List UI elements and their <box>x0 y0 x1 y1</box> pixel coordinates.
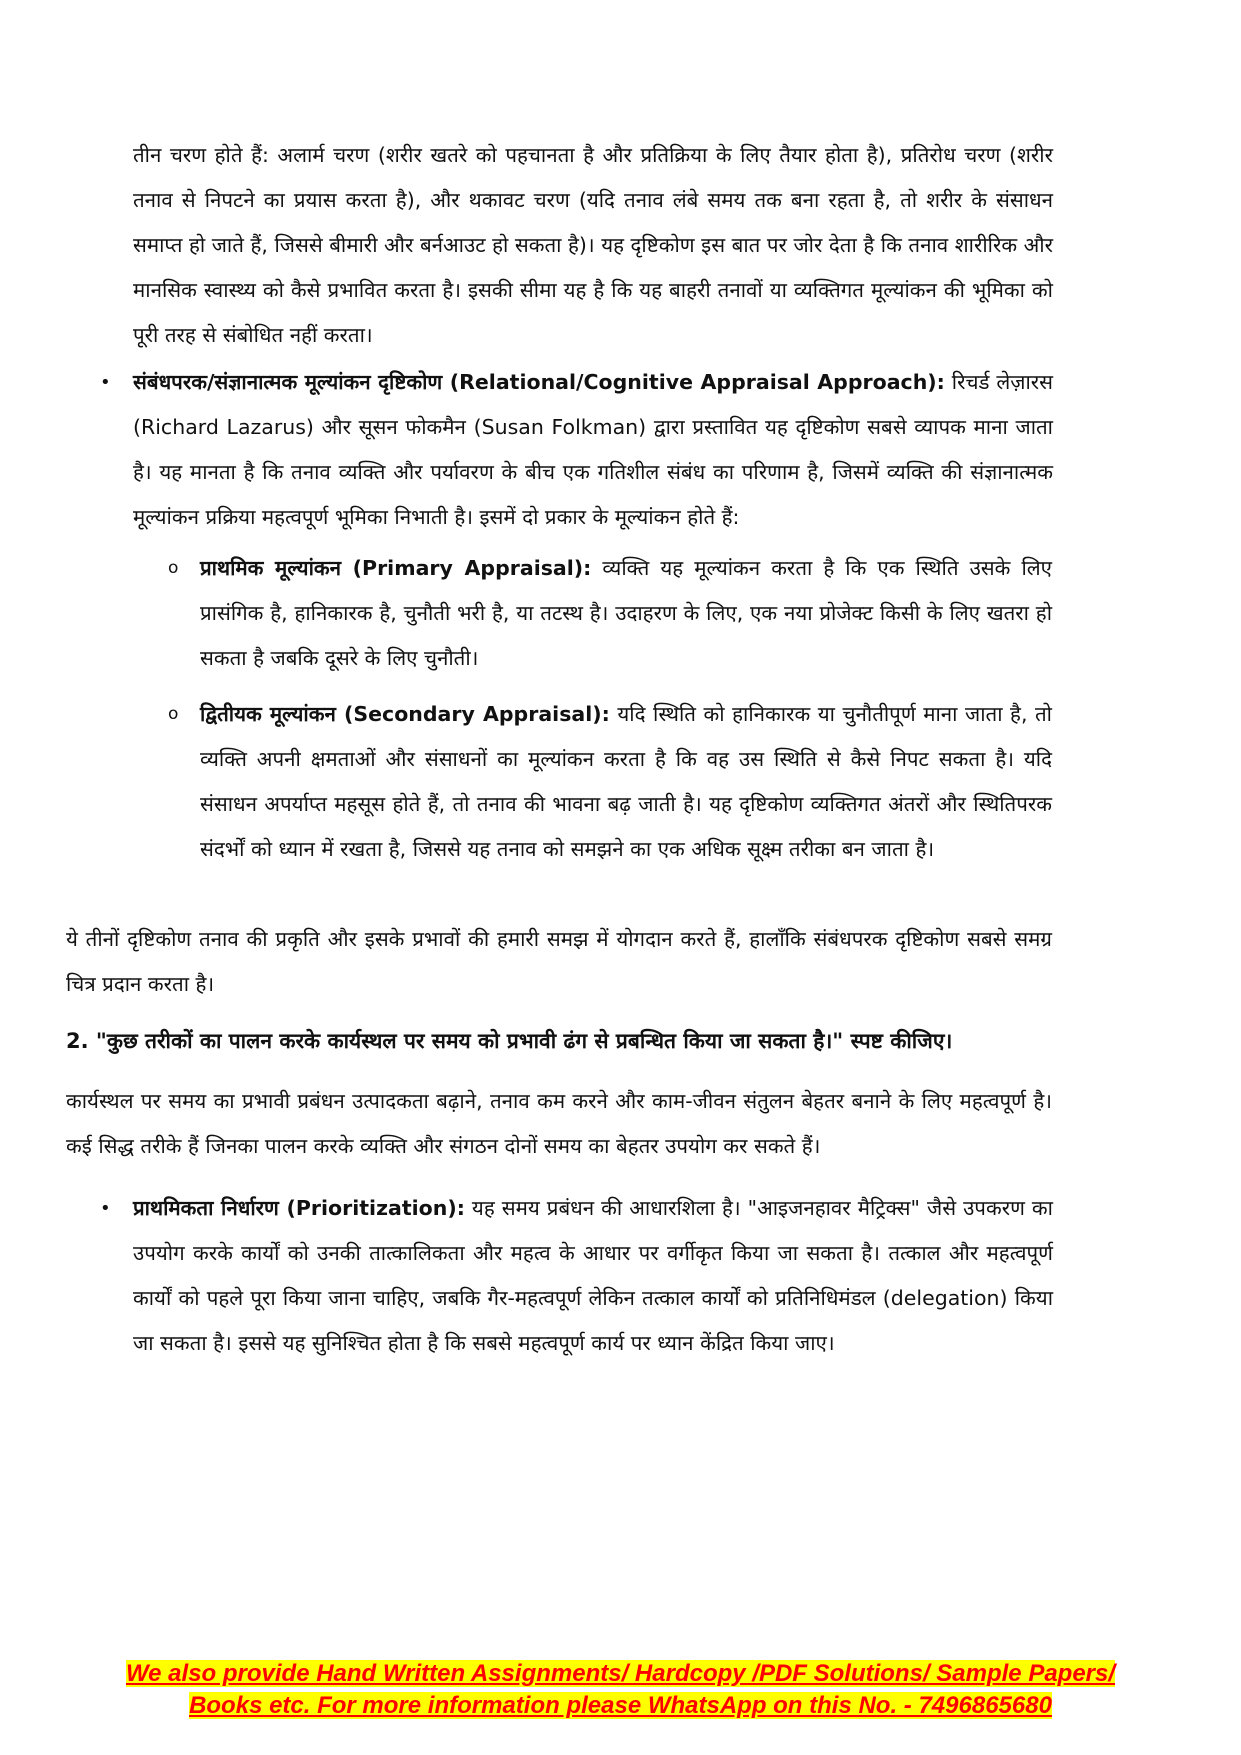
primary-appraisal-title: प्राथमिक मूल्यांकन (Primary Appraisal): <box>200 556 592 580</box>
secondary-appraisal-title: द्वितीयक मूल्यांकन (Secondary Appraisal): <box>200 702 610 726</box>
footer-line-2: Books etc. For more information please WhatsApp on this No. - 7496865680 <box>189 1692 1052 1719</box>
prioritization-title: प्राथमिकता निर्धारण (Prioritization): <box>133 1196 465 1220</box>
bullet-secondary: o <box>168 704 179 724</box>
relational-approach-text: रिचर्ड लेज़ारस (Richard Lazarus) और सूसन फोकमैन (Susan Folkman) द्वारा प्रस्तावित यह दृष्टिकोण सबसे व्यापक माना जाता है। यह मानता है कि तनाव व्यक्ति और पर्यावरण के बीच एक गतिशील संबंध का परिणाम है, जिसमें व्यक्ति की संज्ञानात्मक मूल्यांकन प्रक्रिया महत्वपूर्ण भूमिका निभाती है। इसमें दो प्रकार के मूल्यांकन होते हैं: <box>133 370 1054 529</box>
bullet-primary: o <box>168 558 179 578</box>
footer-advertisement <box>0 1658 1241 1722</box>
primary-appraisal-text: व्यक्ति यह मूल्यांकन करता है कि एक स्थिति उसके लिए प्रासंगिक है, हानिकारक है, चुनौती भरी है, या तटस्थ है। उदाहरण के लिए, एक नया प्रोजेक्ट किसी के लिए खतरा हो सकता है जबकि दूसरे के लिए चुनौती। <box>200 556 1052 670</box>
footer-line-1: We also provide Hand Written Assignments/ Hardcopy /PDF Solutions/ Sample Papers/ <box>125 1660 1116 1687</box>
summary-paragraph: ये तीनों दृष्टिकोण तनाव की प्रकृति और इसके प्रभावों की हमारी समझ में योगदान करते हैं, हालाँकि संबंधपरक दृष्टिकोण सबसे समग्र चित्र प्रदान करता है। <box>66 927 1052 996</box>
primary-appraisal-item <box>200 546 1052 681</box>
intro-paragraph: तीन चरण होते हैं: अलार्म चरण (शरीर खतरे को पहचानता है और प्रतिक्रिया के लिए तैयार होता है), प्रतिरोध चरण (शरीर तनाव से निपटने का प्रयास करता है), और थकावट चरण (यदि तनाव लंबे समय तक बना रहता है, तो शरीर के संसाधन समाप्त हो जाते हैं, जिससे बीमारी और बर्नआउट हो सकता है)। यह दृष्टिकोण इस बात पर जोर देता है कि तनाव शारीरिक और मानसिक स्वास्थ्य को कैसे प्रभावित करता है। इसकी सीमा यह है कि यह बाहरी तनावों या व्यक्तिगत मूल्यांकन की भूमिका को पूरी तरह से संबोधित नहीं करता। <box>133 143 1053 347</box>
answer-intro-paragraph: कार्यस्थल पर समय का प्रभावी प्रबंधन उत्पादकता बढ़ाने, तनाव कम करने और काम-जीवन संतुलन बेहतर बनाने के लिए महत्वपूर्ण है। कई सिद्ध तरीके हैं जिनका पालन करके व्यक्ति और संगठन दोनों समय का बेहतर उपयोग कर सकते हैं। <box>66 1089 1052 1158</box>
prioritization-text: यह समय प्रबंधन की आधारशिला है। "आइजनहावर मैट्रिक्स" जैसे उपकरण का उपयोग करके कार्यों को उनकी तात्कालिकता और महत्व के आधार पर वर्गीकृत किया जा सकता है। तत्काल और महत्वपूर्ण कार्यों को पहले पूरा किया जाना चाहिए, जबकि गैर-महत्वपूर्ण लेकिन तत्काल कार्यों को प्रतिनिधिमंडल (delegation) किया जा सकता है। इससे यह सुनिश्चित होता है कि सबसे महत्वपूर्ण कार्य पर ध्यान केंद्रित किया जाए। <box>133 1196 1053 1355</box>
secondary-appraisal-text: यदि स्थिति को हानिकारक या चुनौतीपूर्ण माना जाता है, तो व्यक्ति अपनी क्षमताओं और संसाधनों का मूल्यांकन करता है कि वह उस स्थिति से कैसे निपट सकता है। यदि संसाधन अपर्याप्त महसूस होते हैं, तो तनाव की भावना बढ़ जाती है। यह दृष्टिकोण व्यक्तिगत अंतरों और स्थितिपरक संदर्भों को ध्यान में रखता है, जिससे यह तनाव को समझने का एक अधिक सूक्ष्म तरीका बन जाता है। <box>200 702 1052 861</box>
bullet-prioritization: • <box>100 1198 111 1219</box>
secondary-appraisal-item <box>200 692 1052 872</box>
question-heading: 2. "कुछ तरीकों का पालन करके कार्यस्थल पर समय को प्रभावी ढंग से प्रबन्धित किया जा सकता है।" स्पष्ट कीजिए। <box>66 1029 953 1053</box>
relational-approach-title: संबंधपरक/संज्ञानात्मक मूल्यांकन दृष्टिकोण (Relational/Cognitive Appraisal Approach): <box>133 370 945 394</box>
relational-approach-item <box>133 360 1053 540</box>
prioritization-item <box>133 1186 1053 1366</box>
bullet-relational: • <box>100 372 111 393</box>
